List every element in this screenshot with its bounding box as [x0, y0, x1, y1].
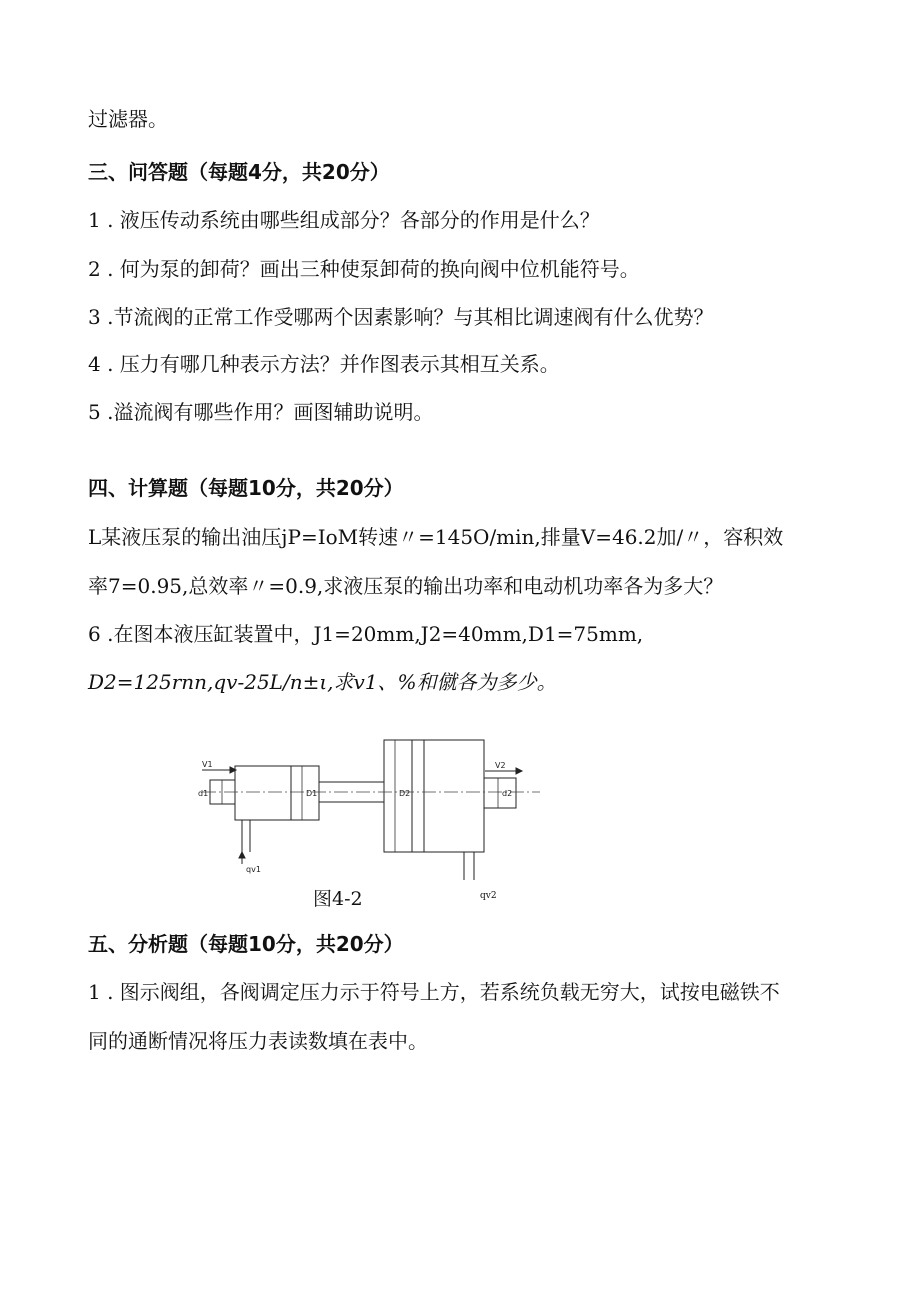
question-4-2-line1: 6 .在图本液压缸装置中，J1=20mm,J2=40mm,D1=75mm, — [88, 622, 644, 646]
figure-caption: 图4-2 — [313, 888, 363, 910]
label-qv2: qv2 — [480, 891, 497, 901]
label-d2: d2 — [502, 789, 513, 798]
question-4-1-line1: L某液压泵的输出油压jP=IoM转速〃=145O∕min,排量V=46.2加/〃，容积效 — [88, 525, 784, 549]
question-5-1-line2: 同的通断情况将压力表读数填在表中。 — [88, 1029, 428, 1053]
label-D1: D1 — [306, 789, 318, 798]
question-4-1-line2: 率7=0.95,总效率〃=0.9,求液压泵的输出功率和电动机功率各为多大？ — [88, 574, 724, 598]
question-3-2: 2 . 何为泵的卸荷？画出三种使泵卸荷的换向阀中位机能符号。 — [88, 257, 640, 281]
question-3-3: 3 .节流阀的正常工作受哪两个因素影响？与其相比调速阀有什么优势？ — [88, 305, 714, 329]
label-qv1: qv1 — [246, 865, 261, 874]
intro-text: 过滤器。 — [88, 107, 168, 131]
question-3-1: 1 . 液压传动系统由哪些组成部分？各部分的作用是什么？ — [88, 208, 600, 232]
question-3-4: 4 . 压力有哪几种表示方法？并作图表示其相互关系。 — [88, 352, 560, 376]
label-D2: D2 — [399, 789, 411, 798]
cylinder-diagram — [180, 730, 560, 910]
label-d1: d1 — [198, 789, 209, 798]
section3-heading: 三、问答题（每题4分，共20分） — [88, 160, 390, 184]
question-4-2-line2: D2=125rnn,qv-25L∕n±ι,求v1、%和僦各为多少。 — [88, 670, 557, 694]
section4-heading: 四、计算题（每题10分，共20分） — [88, 476, 404, 500]
section5-heading: 五、分析题（每题10分，共20分） — [88, 932, 404, 956]
label-v1: V1 — [202, 760, 213, 769]
question-3-5: 5 .溢流阀有哪些作用？画图辅助说明。 — [88, 400, 434, 424]
label-v2: V2 — [495, 761, 506, 770]
question-5-1-line1: 1 . 图示阀组，各阀调定压力示于符号上方，若系统负载无穷大，试按电磁铁不 — [88, 980, 780, 1004]
